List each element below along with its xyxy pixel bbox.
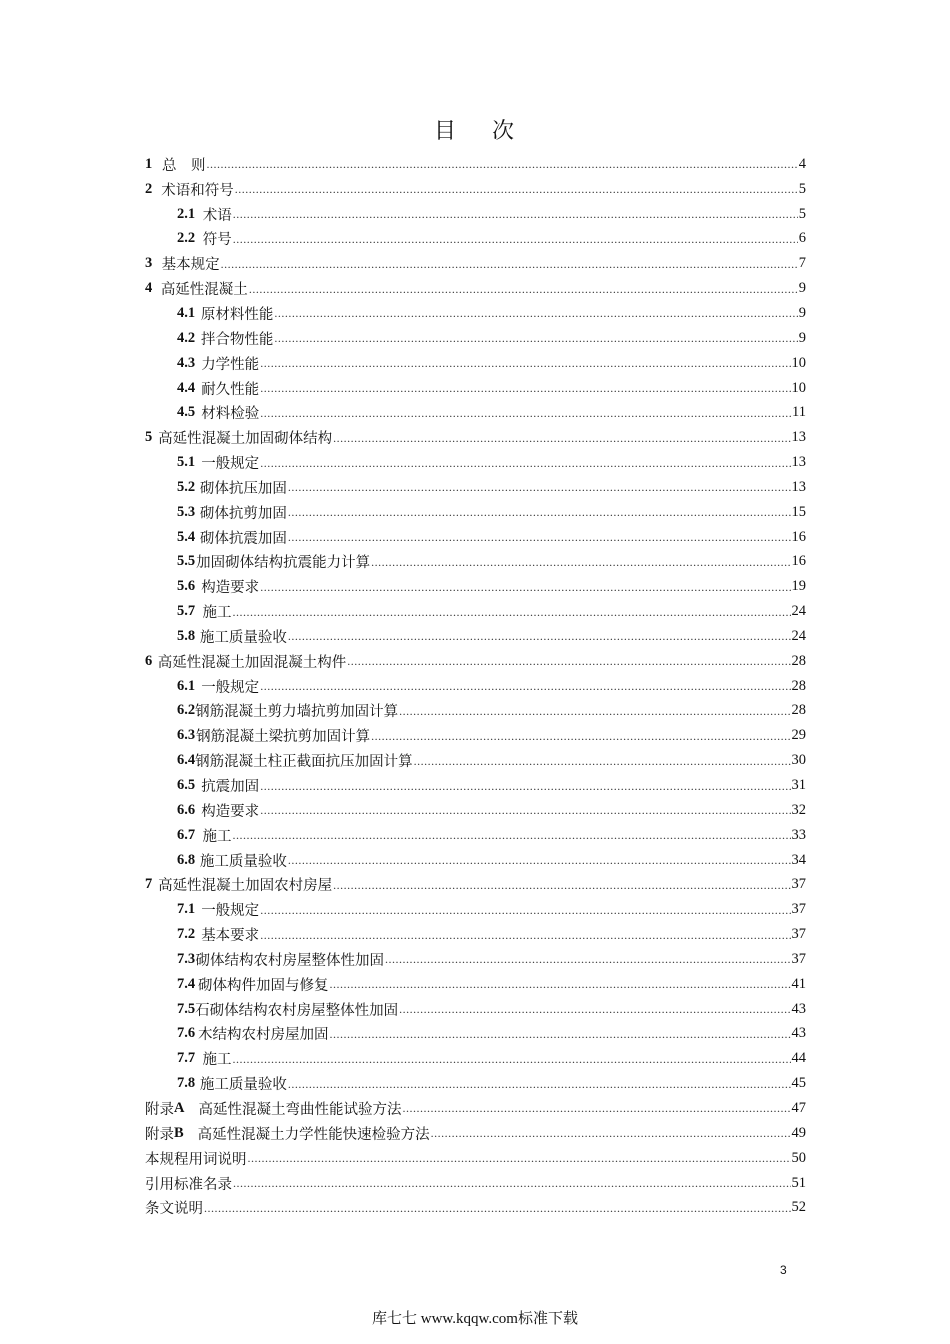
toc-entry-label: 施工 bbox=[202, 605, 232, 622]
toc-entry-page: 9 bbox=[798, 280, 806, 297]
toc-entry-page: 28 bbox=[791, 702, 806, 719]
dot-leader bbox=[347, 655, 790, 667]
toc-entry[interactable] bbox=[145, 450, 806, 475]
dot-leader bbox=[330, 1028, 791, 1040]
toc-entry-page: 44 bbox=[791, 1050, 806, 1067]
toc-entry[interactable] bbox=[145, 699, 806, 724]
dot-leader bbox=[233, 208, 798, 220]
dot-leader bbox=[402, 1102, 790, 1114]
toc-entry-label: 高延性混凝土弯曲性能试验方法 bbox=[198, 1101, 402, 1118]
toc-entry-prefix: 附录 bbox=[145, 1101, 174, 1118]
table-of-contents bbox=[145, 152, 806, 1220]
toc-entry-number: 6.7 bbox=[177, 826, 196, 843]
dot-leader bbox=[288, 1078, 791, 1090]
dot-leader bbox=[260, 382, 790, 394]
toc-entry-number: 5.3 bbox=[177, 503, 196, 520]
dot-leader bbox=[221, 258, 798, 270]
toc-entry-label: 条文说明 bbox=[145, 1201, 203, 1218]
page-number: 3 bbox=[780, 1263, 787, 1277]
toc-entry-number: 2.1 bbox=[177, 205, 196, 222]
toc-entry-page: 13 bbox=[791, 478, 806, 495]
toc-entry[interactable] bbox=[145, 525, 806, 550]
toc-entry[interactable] bbox=[145, 922, 806, 947]
toc-entry-label: 施工质量验收 bbox=[199, 1077, 287, 1094]
dot-leader bbox=[274, 307, 797, 319]
toc-entry[interactable] bbox=[145, 997, 806, 1022]
toc-entry[interactable] bbox=[145, 1171, 806, 1196]
toc-entry-label: 构造要求 bbox=[201, 580, 260, 597]
toc-entry-page: 43 bbox=[791, 1025, 806, 1042]
toc-entry-page: 29 bbox=[791, 727, 806, 744]
dot-leader bbox=[249, 283, 798, 295]
dot-leader bbox=[274, 332, 797, 344]
toc-entry-number: 5 bbox=[145, 429, 153, 446]
toc-entry-number: 2.2 bbox=[177, 230, 196, 247]
toc-entry-label: 钢筋混凝土剪力墙抗剪加固计算 bbox=[195, 704, 399, 721]
toc-entry-page: 51 bbox=[791, 1174, 806, 1191]
dot-leader bbox=[235, 183, 798, 195]
toc-entry[interactable] bbox=[145, 798, 806, 823]
toc-entry-page: 24 bbox=[791, 603, 806, 620]
toc-entry-page: 11 bbox=[792, 404, 806, 421]
footer-watermark: 库七七 www.kqqw.com标准下载 bbox=[372, 1311, 578, 1327]
toc-entry-label: 拌合物性能 bbox=[200, 331, 274, 348]
toc-entry-label: 高延性混凝土力学性能快速检验方法 bbox=[197, 1126, 430, 1143]
dot-leader bbox=[399, 705, 790, 717]
toc-entry-page: 5 bbox=[798, 180, 806, 197]
toc-entry[interactable] bbox=[145, 1195, 806, 1220]
toc-entry-number: 4.3 bbox=[177, 354, 196, 371]
toc-entry-label: 砌体抗剪加固 bbox=[199, 505, 287, 522]
toc-entry[interactable] bbox=[145, 848, 806, 873]
dot-leader bbox=[330, 978, 791, 990]
dot-leader bbox=[385, 953, 791, 965]
toc-entry-page: 9 bbox=[798, 329, 806, 346]
toc-entry-number: 5.2 bbox=[177, 478, 196, 495]
toc-entry-number: 7.7 bbox=[177, 1050, 196, 1067]
dot-leader bbox=[288, 481, 791, 493]
toc-entry-prefix: 附录 bbox=[145, 1126, 174, 1143]
toc-entry-number: 5.6 bbox=[177, 578, 196, 595]
toc-entry-page: 10 bbox=[791, 354, 806, 371]
toc-entry-number: 6.6 bbox=[177, 801, 196, 818]
toc-entry-number: 6.2 bbox=[177, 702, 196, 719]
toc-entry-page: 45 bbox=[791, 1075, 806, 1092]
toc-title bbox=[0, 114, 950, 145]
toc-entry-number: 6.3 bbox=[177, 727, 196, 744]
toc-entry-label: 施工 bbox=[202, 1052, 232, 1069]
dot-leader bbox=[288, 630, 791, 642]
toc-entry-number: 1 bbox=[145, 155, 153, 172]
dot-leader bbox=[288, 506, 791, 518]
toc-entry[interactable] bbox=[145, 1121, 806, 1146]
toc-entry[interactable] bbox=[145, 748, 806, 773]
toc-entry-label: 高延性混凝土加固混凝土构件 bbox=[157, 654, 347, 671]
dot-leader bbox=[288, 854, 791, 866]
dot-leader bbox=[399, 1003, 790, 1015]
toc-entry-number: 5.8 bbox=[177, 627, 196, 644]
dot-leader bbox=[371, 556, 790, 568]
toc-entry-page: 37 bbox=[791, 901, 806, 918]
toc-entry-label: 一般规定 bbox=[201, 903, 260, 920]
toc-entry-label: 砌体结构农村房屋整体性加固 bbox=[195, 952, 384, 969]
toc-entry-page: 28 bbox=[791, 677, 806, 694]
dot-leader bbox=[232, 606, 790, 618]
toc-entry[interactable] bbox=[145, 574, 806, 599]
dot-leader bbox=[260, 457, 790, 469]
dot-leader bbox=[260, 680, 790, 692]
toc-entry[interactable] bbox=[145, 1046, 806, 1071]
dot-leader bbox=[207, 158, 798, 170]
toc-entry[interactable] bbox=[145, 674, 806, 699]
dot-leader bbox=[232, 829, 790, 841]
toc-entry[interactable] bbox=[145, 276, 806, 301]
toc-entry-label: 引用标准名录 bbox=[145, 1176, 232, 1193]
title-char-1: 目 bbox=[433, 119, 458, 144]
toc-entry-label: 石砌体结构农村房屋整体性加固 bbox=[195, 1002, 399, 1019]
toc-entry[interactable] bbox=[145, 1146, 806, 1171]
toc-entry[interactable] bbox=[145, 1022, 806, 1047]
toc-entry-number: 4.4 bbox=[177, 379, 196, 396]
toc-entry-number: 4.2 bbox=[177, 329, 196, 346]
toc-entry[interactable] bbox=[145, 152, 806, 177]
toc-entry-page: 13 bbox=[791, 454, 806, 471]
toc-entry-label: 耐久性能 bbox=[201, 381, 260, 398]
toc-entry-number: 4.1 bbox=[177, 304, 196, 321]
toc-entry-page: 13 bbox=[791, 429, 806, 446]
toc-entry-label: 施工质量验收 bbox=[199, 629, 287, 646]
toc-entry[interactable] bbox=[145, 972, 806, 997]
dot-leader bbox=[233, 233, 798, 245]
toc-entry[interactable] bbox=[145, 475, 806, 500]
toc-entry[interactable] bbox=[145, 723, 806, 748]
toc-entry-number: B bbox=[174, 1124, 184, 1141]
toc-entry[interactable] bbox=[145, 823, 806, 848]
toc-entry-label: 砌体抗震加固 bbox=[199, 530, 287, 547]
toc-entry-number: 7.4 bbox=[177, 975, 196, 992]
toc-entry-label: 原材料性能 bbox=[200, 306, 274, 323]
toc-entry-number: 4 bbox=[145, 280, 153, 297]
toc-entry-page: 19 bbox=[791, 578, 806, 595]
dot-leader bbox=[260, 357, 790, 369]
toc-entry-label: 木结构农村房屋加固 bbox=[198, 1027, 329, 1044]
toc-entry-label: 高延性混凝土加固农村房屋 bbox=[158, 878, 333, 895]
toc-entry-number: 2 bbox=[145, 180, 153, 197]
toc-entry-page: 7 bbox=[798, 255, 806, 272]
toc-entry-number: 5.5 bbox=[177, 553, 196, 570]
toc-entry-number: 6.8 bbox=[177, 851, 196, 868]
toc-entry-page: 41 bbox=[791, 975, 806, 992]
dot-leader bbox=[260, 780, 790, 792]
toc-entry-page: 24 bbox=[791, 627, 806, 644]
dot-leader bbox=[431, 1127, 791, 1139]
toc-entry[interactable] bbox=[145, 773, 806, 798]
toc-entry-page: 49 bbox=[791, 1124, 806, 1141]
toc-entry-number: 6.5 bbox=[177, 777, 196, 794]
toc-entry-page: 32 bbox=[791, 801, 806, 818]
dot-leader bbox=[232, 1053, 790, 1065]
dot-leader bbox=[260, 804, 790, 816]
toc-entry-label: 施工 bbox=[202, 828, 232, 845]
toc-entry-label: 材料检验 bbox=[201, 406, 260, 423]
toc-entry-page: 5 bbox=[798, 205, 806, 222]
title-char-2: 次 bbox=[492, 119, 517, 144]
toc-entry-page: 33 bbox=[791, 826, 806, 843]
toc-entry[interactable] bbox=[145, 326, 806, 351]
dot-leader bbox=[260, 407, 791, 419]
dot-leader bbox=[414, 755, 791, 767]
toc-entry-page: 4 bbox=[798, 155, 806, 172]
toc-entry-page: 9 bbox=[798, 304, 806, 321]
toc-entry-label: 一般规定 bbox=[201, 456, 260, 473]
toc-entry-page: 16 bbox=[791, 553, 806, 570]
dot-leader bbox=[248, 1152, 791, 1164]
dot-leader bbox=[260, 904, 790, 916]
toc-entry-label: 钢筋混凝土柱正截面抗压加固计算 bbox=[195, 754, 413, 771]
toc-entry-number: 5.4 bbox=[177, 528, 196, 545]
toc-entry-label: 基本要求 bbox=[201, 928, 260, 945]
toc-entry-number: 7.1 bbox=[177, 901, 196, 918]
toc-entry-label: 符号 bbox=[202, 232, 232, 249]
toc-entry-page: 6 bbox=[798, 230, 806, 247]
toc-entry[interactable] bbox=[145, 599, 806, 624]
dot-leader bbox=[371, 730, 790, 742]
toc-entry-page: 34 bbox=[791, 851, 806, 868]
toc-entry-number: 7.3 bbox=[177, 950, 196, 967]
toc-entry[interactable] bbox=[145, 897, 806, 922]
toc-entry-number: 7.8 bbox=[177, 1075, 196, 1092]
dot-leader bbox=[260, 929, 790, 941]
toc-entry-number: 6.1 bbox=[177, 677, 196, 694]
toc-entry[interactable] bbox=[145, 351, 806, 376]
dot-leader bbox=[204, 1202, 791, 1214]
dot-leader bbox=[333, 432, 790, 444]
toc-entry[interactable] bbox=[145, 202, 806, 227]
toc-entry-label: 术语 bbox=[202, 207, 232, 224]
toc-entry-number: 3 bbox=[145, 255, 153, 272]
toc-entry[interactable] bbox=[145, 649, 806, 674]
toc-entry-label: 基本规定 bbox=[161, 257, 220, 274]
toc-entry-page: 47 bbox=[791, 1099, 806, 1116]
toc-entry-page: 30 bbox=[791, 752, 806, 769]
toc-entry-page: 28 bbox=[791, 652, 806, 669]
toc-entry[interactable] bbox=[145, 550, 806, 575]
toc-entry-number: 6.4 bbox=[177, 752, 196, 769]
toc-entry-label: 施工质量验收 bbox=[199, 853, 287, 870]
toc-entry[interactable] bbox=[145, 177, 806, 202]
toc-entry-number: 7.6 bbox=[177, 1025, 196, 1042]
toc-entry-label: 一般规定 bbox=[201, 679, 260, 696]
toc-entry[interactable] bbox=[145, 301, 806, 326]
toc-entry-label: 本规程用词说明 bbox=[145, 1151, 247, 1168]
toc-entry[interactable] bbox=[145, 500, 806, 525]
dot-leader bbox=[288, 531, 791, 543]
toc-entry-page: 15 bbox=[791, 503, 806, 520]
toc-entry-label: 术语和符号 bbox=[161, 182, 234, 199]
toc-entry-label: 高延性混凝土加固砌体结构 bbox=[158, 431, 333, 448]
toc-entry-label: 钢筋混凝土梁抗剪加固计算 bbox=[196, 729, 371, 746]
toc-entry-number: 7 bbox=[145, 876, 153, 893]
toc-entry[interactable] bbox=[145, 947, 806, 972]
toc-entry[interactable] bbox=[145, 1096, 806, 1121]
toc-entry-label: 力学性能 bbox=[201, 356, 260, 373]
toc-entry[interactable] bbox=[145, 251, 806, 276]
toc-entry-label: 加固砌体结构抗震能力计算 bbox=[196, 555, 371, 572]
toc-entry-page: 37 bbox=[791, 950, 806, 967]
toc-entry-page: 16 bbox=[791, 528, 806, 545]
toc-entry-number: 5.1 bbox=[177, 454, 196, 471]
toc-entry-number: 7.2 bbox=[177, 926, 196, 943]
toc-entry-number: 7.5 bbox=[177, 1000, 196, 1017]
toc-entry[interactable] bbox=[145, 376, 806, 401]
toc-entry-number: 6 bbox=[145, 652, 153, 669]
toc-entry-page: 50 bbox=[791, 1149, 806, 1166]
toc-entry-number: 4.5 bbox=[177, 404, 196, 421]
toc-entry-label: 高延性混凝土 bbox=[160, 282, 248, 299]
toc-entry-page: 37 bbox=[791, 876, 806, 893]
toc-entry-label: 砌体构件加固与修复 bbox=[198, 977, 329, 994]
toc-entry[interactable] bbox=[145, 1071, 806, 1096]
dot-leader bbox=[260, 581, 790, 593]
toc-entry-label: 构造要求 bbox=[201, 803, 260, 820]
toc-entry-label: 砌体抗压加固 bbox=[199, 480, 287, 497]
toc-entry-number: 5.7 bbox=[177, 603, 196, 620]
toc-entry-number: A bbox=[174, 1099, 185, 1116]
toc-entry-page: 37 bbox=[791, 926, 806, 943]
toc-entry-page: 10 bbox=[791, 379, 806, 396]
dot-leader bbox=[233, 1177, 791, 1189]
toc-entry[interactable] bbox=[145, 227, 806, 252]
toc-entry[interactable] bbox=[145, 400, 806, 425]
toc-entry[interactable] bbox=[145, 624, 806, 649]
toc-entry-label: 抗震加固 bbox=[201, 779, 260, 796]
toc-entry-page: 52 bbox=[791, 1199, 806, 1216]
toc-entry[interactable] bbox=[145, 872, 806, 897]
dot-leader bbox=[333, 879, 790, 891]
toc-entry-label: 总 则 bbox=[162, 157, 206, 174]
toc-entry-page: 31 bbox=[791, 777, 806, 794]
toc-entry[interactable] bbox=[145, 425, 806, 450]
toc-entry-page: 43 bbox=[791, 1000, 806, 1017]
